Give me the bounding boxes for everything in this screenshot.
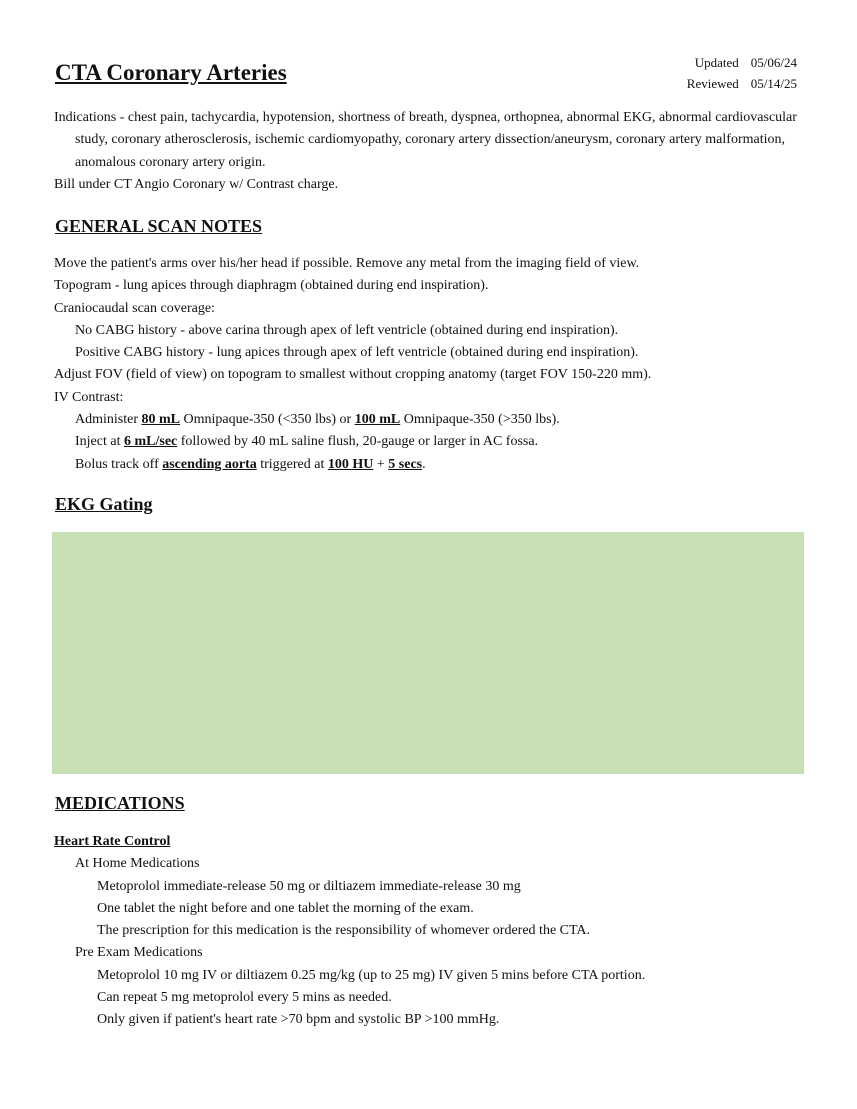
pre-exam-med-line: Only given if patient's heart rate >70 bpm and systolic BP >100 mmHg. bbox=[97, 1012, 500, 1028]
administer-mid: Omnipaque-350 (<350 lbs) or bbox=[180, 412, 355, 428]
pos-cabg-note: Positive CABG history - lung apices through apex of left ventricle (obtained during end inspiration). bbox=[75, 345, 639, 361]
administer-pre: Administer bbox=[75, 412, 142, 428]
bolus-mid: triggered at bbox=[256, 456, 328, 472]
ekg-gating-box bbox=[52, 532, 804, 774]
scan-notes-heading: GENERAL SCAN NOTES bbox=[55, 216, 263, 236]
home-med-line: Metoprolol immediate-release 50 mg or diltiazem immediate-release 30 mg bbox=[97, 878, 521, 894]
ekg-heading: EKG Gating bbox=[55, 494, 153, 514]
bolus-site: ascending aorta bbox=[162, 456, 257, 472]
bolus-end: . bbox=[422, 456, 426, 472]
contrast-label: IV Contrast: bbox=[54, 389, 124, 405]
coverage-label: Craniocaudal scan coverage: bbox=[54, 300, 215, 316]
pre-exam-med-line: Metoprolol 10 mg IV or diltiazem 0.25 mg/kg (up to 25 mg) IV given 5 mins before CTA portion. bbox=[97, 967, 646, 983]
inject-pre: Inject at bbox=[75, 434, 124, 450]
dose-2: 100 mL bbox=[354, 412, 401, 428]
revision-info bbox=[687, 52, 797, 94]
home-med-line: The prescription for this medication is the responsibility of whomever ordered the CTA. bbox=[97, 923, 591, 939]
pre-exam-med-line: Can repeat 5 mg metoprolol every 5 mins as needed. bbox=[97, 990, 392, 1006]
bolus-note bbox=[54, 454, 814, 476]
medications-section bbox=[54, 831, 814, 1032]
bolus-hu: 100 HU bbox=[327, 456, 374, 472]
administer-note bbox=[54, 409, 814, 431]
bolus-delay: 5 secs bbox=[388, 456, 423, 472]
administer-post: Omnipaque-350 (>350 lbs). bbox=[400, 412, 560, 428]
reviewed-row bbox=[687, 73, 797, 94]
bolus-plus: + bbox=[373, 456, 389, 472]
home-meds-label: At Home Medications bbox=[75, 856, 200, 872]
document-title: CTA Coronary Arteries bbox=[55, 60, 287, 85]
home-med-line: One tablet the night before and one tablet the morning of the exam. bbox=[97, 900, 474, 916]
inject-post: followed by 40 mL saline flush, 20-gauge or larger in AC fossa. bbox=[177, 434, 539, 450]
no-cabg-note: No CABG history - above carina through apex of left ventricle (obtained during end inspiration). bbox=[75, 322, 619, 338]
fov-note: Adjust FOV (field of view) on topogram to smallest without cropping anatomy (target FOV 150-220 mm). bbox=[54, 367, 652, 383]
updated-date: 05/06/24 bbox=[750, 55, 797, 70]
inject-note bbox=[54, 431, 814, 453]
intro-section bbox=[54, 107, 814, 196]
heart-rate-subheading: Heart Rate Control bbox=[54, 834, 171, 849]
reviewed-date: 05/14/25 bbox=[750, 76, 797, 91]
topogram-note: Topogram - lung apices through diaphragm (obtained during end inspiration). bbox=[54, 278, 489, 294]
inject-rate: 6 mL/sec bbox=[123, 434, 178, 450]
bolus-pre: Bolus track off bbox=[75, 456, 163, 472]
dose-1: 80 mL bbox=[141, 412, 180, 428]
medications-heading: MEDICATIONS bbox=[55, 793, 185, 813]
updated-row bbox=[687, 52, 797, 73]
updated-label: Updated bbox=[694, 55, 739, 70]
pre-exam-meds-label: Pre Exam Medications bbox=[75, 945, 203, 961]
scan-notes-section bbox=[54, 253, 814, 476]
reviewed-label: Reviewed bbox=[686, 76, 739, 91]
arms-note: Move the patient's arms over his/her head if possible. Remove any metal from the imaging field of view. bbox=[54, 256, 640, 271]
indications-text: Indications - chest pain, tachycardia, hypotension, shortness of breath, dyspnea, orthopnea, abnormal EKG, abnormal cardiovascular study, coronary atherosclerosis, ischemic cardiomyopathy, coronary artery dissection/aneurysm, coronary artery malformation, anomalous coronary artery origin. bbox=[54, 110, 797, 170]
billing-text: Bill under CT Angio Coronary w/ Contrast charge. bbox=[54, 176, 339, 192]
